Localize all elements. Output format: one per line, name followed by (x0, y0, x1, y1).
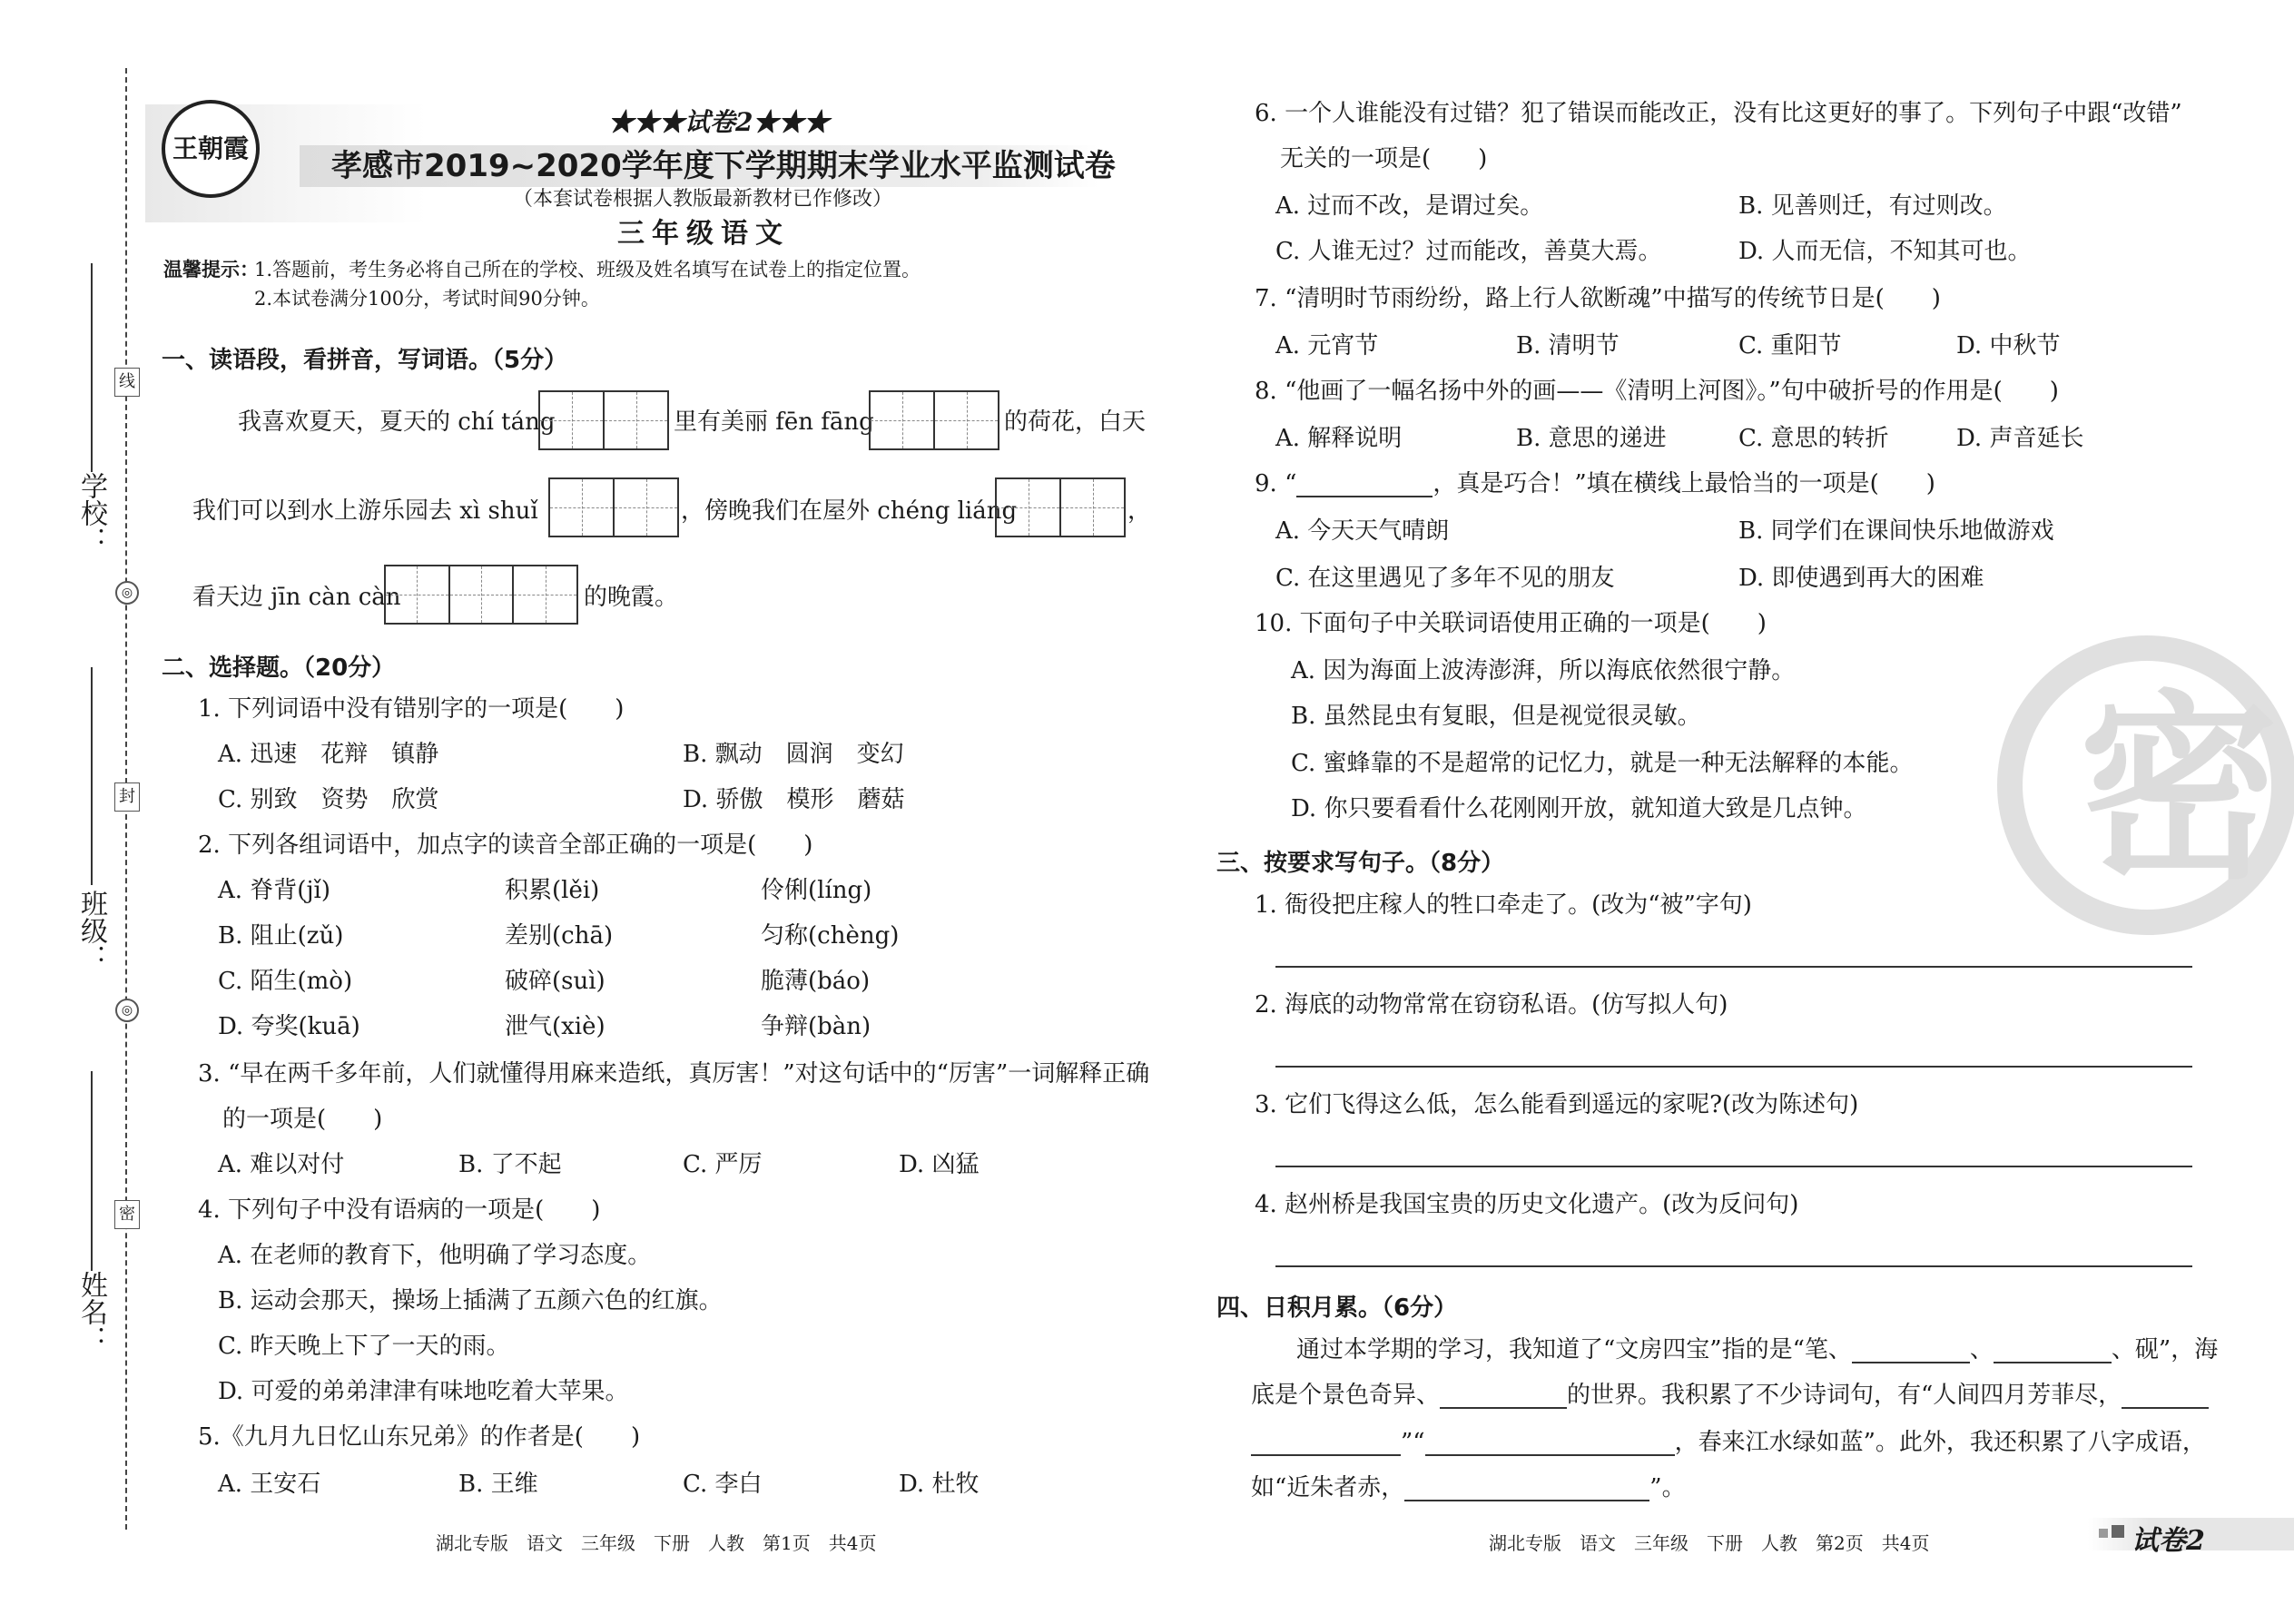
tip-2: 2.本试卷满分100分，考试时间90分钟。 (254, 288, 600, 310)
q2-row-c-2: 破碎(suì) (505, 968, 605, 995)
q7-option-a[interactable]: A. 元宵节 (1275, 332, 1379, 359)
s4-blank-6[interactable] (1425, 1454, 1675, 1456)
s4-line1-a: 通过本学期的学习，我知道了“文房四宝”指的是“笔、 (1296, 1336, 1852, 1363)
q2-row-a-3: 伶俐(líng) (761, 877, 872, 904)
s4-line3-b: ，春来江水绿如蓝”。此外，我还积累了八字成语， (1674, 1429, 2206, 1456)
s4-blank-4[interactable] (2122, 1407, 2209, 1409)
s1-line2-b: ，傍晚我们在屋外 chéng liáng (681, 497, 1018, 525)
q9-blank[interactable] (1296, 496, 1433, 497)
footer-tag: 试卷2 (2132, 1525, 2205, 1557)
q5-option-b[interactable]: B. 王维 (458, 1471, 538, 1498)
s3-q1: 1. 衙役把庄稼人的牲口牵走了。(改为“被”字句) (1255, 891, 1752, 919)
q2-row-d-2: 泄气(xiè) (505, 1013, 605, 1040)
s4-blank-1[interactable] (1852, 1362, 1970, 1363)
pinyin-box-chengliang[interactable] (995, 477, 1126, 537)
q3-stem-line1: 3. “早在两千多年前，人们就懂得用麻来造纸，真厉害！”对这句话中的“厉害”一词解释正确 (198, 1060, 1150, 1088)
pinyin-box-chitang[interactable] (538, 390, 669, 450)
s4-line4-b: ”。 (1649, 1474, 1686, 1501)
section4-heading: 四、日积月累。（6分） (1216, 1294, 1458, 1322)
q9-stem (1255, 470, 1935, 497)
q7-option-d[interactable]: D. 中秋节 (1956, 332, 2061, 359)
q6-option-c[interactable]: C. 人谁无过？过而能改，善莫大焉。 (1275, 238, 1662, 265)
q10-option-b[interactable]: B. 虽然昆虫有复眼，但是视觉很灵敏。 (1291, 703, 1701, 730)
seal-char-feng: 封 (114, 782, 140, 812)
section3-heading: 三、按要求写句子。（8分） (1216, 850, 1505, 877)
s4-line2-b: 的世界。我积累了不少诗词句，有“人间四月芳菲尽， (1567, 1382, 2122, 1409)
q9-option-b[interactable]: B. 同学们在课间快乐地做游戏 (1738, 517, 2054, 545)
q10-option-c[interactable]: C. 蜜蜂靠的不是超常的记忆力，就是一种无法解释的本能。 (1291, 750, 1914, 777)
tips-label: 温馨提示： (163, 258, 259, 281)
q10-option-a[interactable]: A. 因为海面上波涛澎湃，所以海底依然很宁静。 (1291, 657, 1796, 684)
q5-option-d[interactable]: D. 杜牧 (899, 1471, 980, 1498)
q2-row-b-1[interactable]: B. 阻止(zǔ) (218, 922, 344, 950)
name-field[interactable] (91, 1071, 93, 1271)
q1-option-a[interactable]: A. 迅速 花辩 镇静 (218, 741, 439, 768)
series-tag: ★★★试卷2★★★ (608, 107, 830, 137)
footer-right: 湖北专版 语文 三年级 下册 人教 第2页 共4页 (1489, 1532, 1930, 1554)
s4-line1-b: 、 (1969, 1336, 1994, 1363)
exam-subtitle: （本套试卷根据人教版最新教材已作修改） (513, 188, 893, 211)
school-field[interactable] (91, 263, 93, 472)
s4-line1-c: 、砚”，海 (2111, 1336, 2219, 1363)
q2-row-b-3: 匀称(chèng) (761, 922, 900, 950)
name-label: 姓名： (75, 1271, 107, 1353)
q7-stem: 7. “清明时节雨纷纷，路上行人欲断魂”中描写的传统节日是( ) (1255, 285, 1941, 312)
s4-line2-a: 底是个景色奇异、 (1251, 1382, 1441, 1409)
q2-row-a-2: 积累(lěi) (505, 877, 600, 904)
q4-stem: 4. 下列句子中没有语病的一项是( ) (198, 1196, 601, 1224)
q2-row-d-1[interactable]: D. 夸奖(kuā) (218, 1013, 360, 1040)
q6-option-d[interactable]: D. 人而无信，不知其可也。 (1738, 238, 2032, 265)
q8-option-d[interactable]: D. 声音延长 (1956, 425, 2084, 452)
q8-option-b[interactable]: B. 意思的递进 (1516, 425, 1667, 452)
class-label: 班级： (75, 890, 107, 971)
s4-blank-2[interactable] (1994, 1362, 2112, 1363)
q6-option-b[interactable]: B. 见善则迁，有过则改。 (1738, 192, 2007, 220)
q1-stem: 1. 下列词语中没有错别字的一项是( ) (198, 695, 625, 723)
q1-option-d[interactable]: D. 骄傲 模形 蘑菇 (683, 786, 905, 813)
q7-option-b[interactable]: B. 清明节 (1516, 332, 1620, 359)
pinyin-box-xishui[interactable] (548, 477, 679, 537)
seal-char-mi: 密 (114, 1200, 140, 1229)
q3-stem-line2: 的一项是( ) (222, 1106, 383, 1133)
q3-option-b[interactable]: B. 了不起 (458, 1151, 562, 1178)
q6-stem-line2: 无关的一项是( ) (1280, 145, 1488, 172)
seal-circle-1: ◎ (115, 581, 139, 605)
footer-tag-square-2 (2112, 1525, 2124, 1538)
q9-option-c[interactable]: C. 在这里遇见了多年不见的朋友 (1275, 565, 1615, 592)
s1-line2-c: ， (1127, 497, 1152, 525)
s4-para-line1 (1296, 1336, 2218, 1363)
q4-option-b[interactable]: B. 运动会那天，操场上插满了五颜六色的红旗。 (218, 1287, 723, 1314)
s1-line1-b: 里有美丽 fēn fāng (674, 408, 874, 436)
q3-option-a[interactable]: A. 难以对付 (218, 1151, 345, 1178)
s1-line2-a: 我们可以到水上游乐园去 xì shuǐ (192, 497, 538, 525)
s3-q4: 4. 赵州桥是我国宝贵的历史文化遗产。(改为反问句) (1255, 1191, 1799, 1218)
s4-blank-5[interactable] (1251, 1454, 1401, 1456)
s1-line1-c: 的荷花，白天 (1004, 408, 1147, 436)
q2-row-c-1[interactable]: C. 陌生(mò) (218, 968, 353, 995)
q5-option-a[interactable]: A. 王安石 (218, 1471, 321, 1498)
exam-title: 孝感市2019~2020学年度下学期期末学业水平监测试卷 (331, 148, 1116, 184)
seal-circle-2: ◎ (115, 999, 139, 1022)
section2-heading: 二、选择题。（20分） (162, 655, 396, 682)
q9-option-a[interactable]: A. 今天天气晴朗 (1275, 517, 1450, 545)
footer-left: 湖北专版 语文 三年级 下册 人教 第1页 共4页 (436, 1532, 877, 1554)
q10-stem: 10. 下面句子中关联词语使用正确的一项是( ) (1255, 610, 1767, 637)
s4-blank-7[interactable] (1404, 1500, 1649, 1501)
q4-option-c[interactable]: C. 昨天晚上下了一天的雨。 (218, 1333, 510, 1360)
footer-tag-square-1 (2099, 1529, 2108, 1538)
q3-option-d[interactable]: D. 凶猛 (899, 1151, 980, 1178)
q5-stem: 5.《九月九日忆山东兄弟》的作者是( ) (198, 1423, 641, 1451)
s4-para-line2 (1251, 1382, 2209, 1409)
section1-heading: 一、读语段，看拼音，写词语。（5分） (162, 347, 568, 374)
exam-subject: 三年级语文 (617, 218, 790, 250)
q6-option-a[interactable]: A. 过而不改，是谓过矣。 (1275, 192, 1544, 220)
s3-q3-answer-line[interactable] (1275, 1166, 2192, 1167)
q9-option-d[interactable]: D. 即使遇到再大的困难 (1738, 565, 1984, 592)
s3-q4-answer-line[interactable] (1275, 1265, 2192, 1267)
q2-row-b-2: 差别(chā) (505, 922, 614, 950)
watermark-seal-char: 密 (2079, 674, 2279, 906)
q1-option-c[interactable]: C. 别致 资势 欣赏 (218, 786, 439, 813)
s4-para-line3 (1251, 1429, 2206, 1456)
q4-option-a[interactable]: A. 在老师的教育下，他明确了学习态度。 (218, 1242, 652, 1269)
q2-row-d-3: 争辩(bàn) (761, 1013, 871, 1040)
q8-stem: 8. “他画了一幅名扬中外的画——《清明上河图》。”句中破折号的作用是( ) (1255, 378, 2059, 405)
tip-1: 1.答题前，考生务必将自己所在的学校、班级及姓名填写在试卷上的指定位置。 (254, 259, 921, 281)
q10-option-d[interactable]: D. 你只要看看什么花刚刚开放，就知道大致是几点钟。 (1291, 795, 1867, 822)
school-label: 学校： (75, 472, 107, 554)
s3-q2-answer-line[interactable] (1275, 1066, 2192, 1068)
s3-q2: 2. 海底的动物常常在窃窃私语。(仿写拟人句) (1255, 991, 1728, 1019)
q8-option-a[interactable]: A. 解释说明 (1275, 425, 1403, 452)
s3-q3: 3. 它们飞得这么低，怎么能看到遥远的家呢?(改为陈述句) (1255, 1091, 1859, 1118)
s1-line3-b: 的晚霞。 (584, 584, 679, 611)
s4-blank-3[interactable] (1440, 1407, 1567, 1409)
class-field[interactable] (91, 667, 93, 885)
s1-line3-a: 看天边 jīn càn càn (192, 584, 401, 611)
s3-q1-answer-line[interactable] (1275, 966, 2192, 968)
q9-stem-pre: 9. “ (1255, 470, 1297, 497)
q9-stem-post: ，真是巧合！”填在横线上最恰当的一项是( ) (1433, 470, 1935, 497)
seal-char-xian: 线 (114, 368, 140, 397)
s4-line4-a: 如“近朱者赤， (1251, 1474, 1405, 1501)
q8-option-c[interactable]: C. 意思的转折 (1738, 425, 1889, 452)
pinyin-box-jincancan[interactable] (384, 565, 578, 625)
q2-stem: 2. 下列各组词语中，加点字的读音全部正确的一项是( ) (198, 832, 813, 859)
s4-line3-a: ”“ (1401, 1429, 1425, 1456)
q3-option-c[interactable]: C. 严厉 (683, 1151, 763, 1178)
q6-stem-line1: 6. 一个人谁能没有过错？犯了错误而能改正，没有比这更好的事了。下列句子中跟“改错” (1255, 100, 2182, 127)
s4-para-line4 (1251, 1474, 1686, 1501)
q5-option-c[interactable]: C. 李白 (683, 1471, 763, 1498)
q1-option-b[interactable]: B. 飘动 圆润 变幻 (683, 741, 904, 768)
s1-line1-a: 我喜欢夏天，夏天的 chí táng (238, 408, 556, 436)
q2-row-a-1[interactable]: A. 脊背(jǐ) (218, 877, 330, 904)
q7-option-c[interactable]: C. 重阳节 (1738, 332, 1842, 359)
q2-row-c-3: 脆薄(báo) (761, 968, 871, 995)
pinyin-box-fenfang[interactable] (869, 390, 999, 450)
q4-option-d[interactable]: D. 可爱的弟弟津津有味地吃着大苹果。 (218, 1378, 629, 1405)
publisher-logo: 王朝霞 (162, 100, 260, 198)
